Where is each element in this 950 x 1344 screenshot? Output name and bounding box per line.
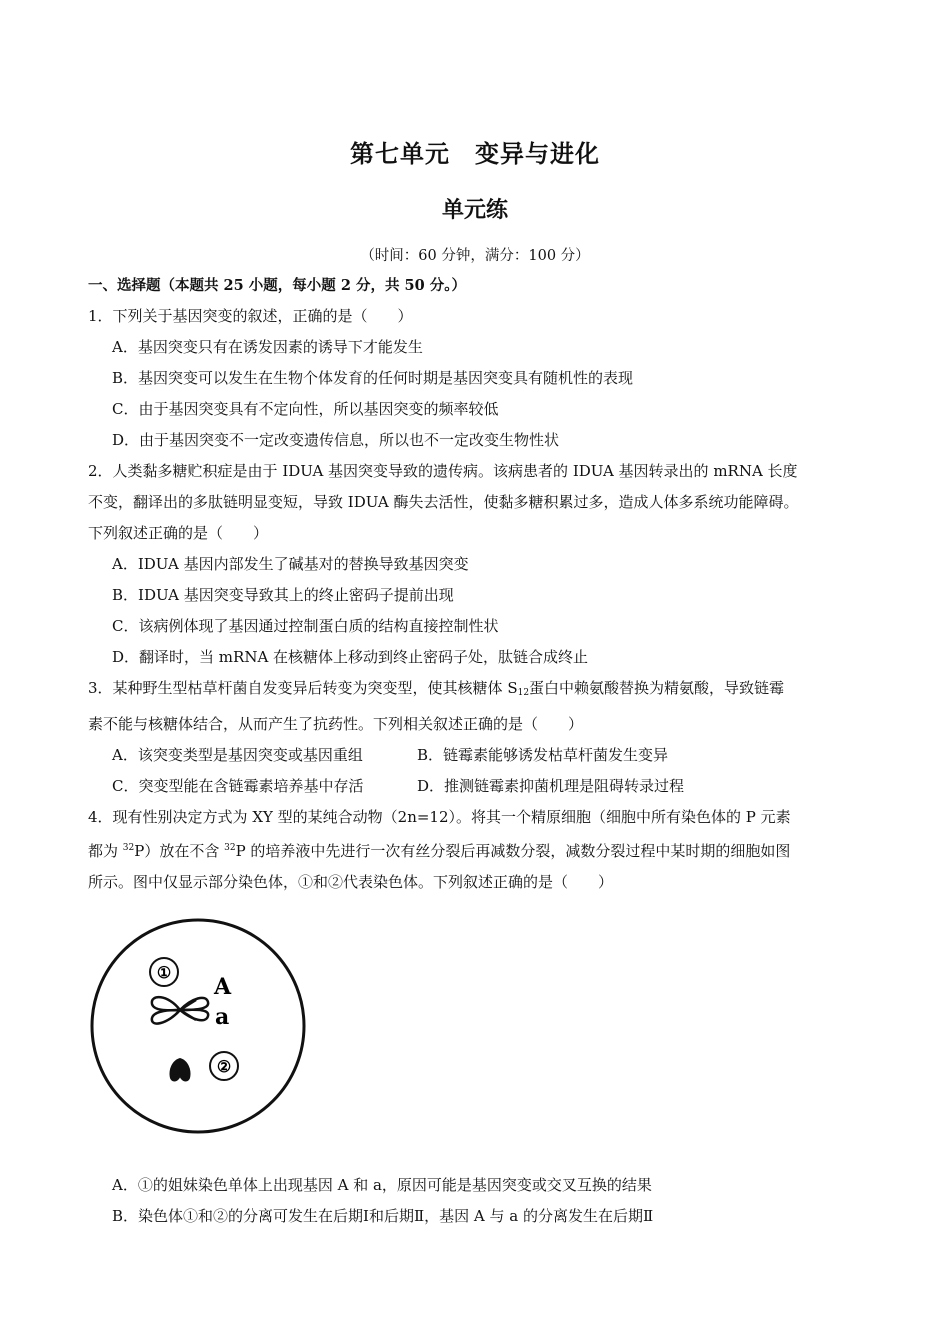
chromosome-1 (152, 997, 208, 1023)
option-row (88, 771, 878, 802)
option-d: D．由于基因突变不一定改变遗传信息，所以也不一定改变生物性状 (112, 431, 560, 449)
option-d: D．翻译时，当 mRNA 在核糖体上移动到终止密码子处，肽链合成终止 (112, 648, 589, 666)
subscript: 12 (517, 688, 530, 698)
stem-text: 都为 (88, 842, 123, 860)
gene-A-label: A (214, 974, 232, 1000)
option-b: B．链霉素能够诱发枯草杆菌发生变异 (417, 746, 669, 764)
option-row (88, 740, 878, 771)
option-d: D．推测链霉素抑菌机理是阻碍转录过程 (417, 777, 685, 795)
question-stem: 素不能与核糖体结合，从而产生了抗药性。下列相关叙述正确的是（ ） (88, 715, 584, 733)
option-a: A．基因突变只有在诱发因素的诱导下才能发生 (112, 338, 423, 356)
chromosome-2 (169, 1058, 190, 1081)
page-subtitle: 单元练 (441, 198, 508, 223)
cell-diagram (88, 912, 318, 1142)
option-b: B．IDUA 基因突变导致其上的终止密码子提前出现 (112, 586, 454, 604)
cell-figure (88, 898, 878, 1170)
question-stem: 下列叙述正确的是（ ） (88, 524, 269, 542)
question-stem (88, 673, 878, 709)
stem-text: P）放在不含 (134, 842, 225, 860)
question-stem: 2．人类黏多糖贮积症是由于 IDUA 基因突变导致的遗传病。该病患者的 IDUA 基因转录出的 mRNA 长度 (88, 462, 798, 480)
question-stem: 所示。图中仅显示部分染色体，①和②代表染色体。下列叙述正确的是（ ） (88, 873, 614, 891)
question-2 (88, 456, 878, 673)
exam-meta: （时间：60 分钟，满分：100 分） (360, 248, 590, 264)
question-stem: 4．现有性别决定方式为 XY 型的某纯合动物（2n=12）。将其一个精原细胞（细胞中所有染色体的 P 元素 (88, 808, 791, 826)
page-title: 第七单元 变异与进化 (350, 140, 600, 168)
option-b: B．基因突变可以发生在生物个体发育的任何时期是基因突变具有随机性的表现 (112, 369, 634, 387)
option-a: A．IDUA 基因内部发生了碱基对的替换导致基因突变 (112, 555, 469, 573)
question-stem: 1．下列关于基因突变的叙述，正确的是（ ） (88, 307, 413, 325)
label-2: ② (216, 1057, 232, 1076)
stem-text: 蛋白中赖氨酸替换为精氨酸，导致链霉 (529, 679, 785, 697)
question-stem (88, 833, 878, 867)
label-1: ① (156, 963, 172, 982)
question-1 (88, 301, 878, 456)
section-heading: 一、选择题（本题共 25 小题，每小题 2 分，共 50 分。） (88, 277, 466, 294)
gene-a-label: a (215, 1004, 230, 1030)
option-c: C．突变型能在含链霉素培养基中存活 (112, 777, 364, 795)
option-b: B．染色体①和②的分离可发生在后期Ⅰ和后期Ⅱ，基因 A 与 a 的分离发生在后期Ⅱ (112, 1207, 654, 1225)
stem-text: 3．某种野生型枯草杆菌自发变异后转变为突变型，使其核糖体 S (88, 679, 518, 697)
stem-text: P 的培养液中先进行一次有丝分裂后再减数分裂，减数分裂过程中某时期的细胞如图 (235, 842, 791, 860)
question-3 (88, 673, 878, 802)
option-c: C．由于基因突变具有不定向性，所以基因突变的频率较低 (112, 400, 499, 418)
cell-outline (92, 920, 304, 1132)
option-c: C．该病例体现了基因通过控制蛋白质的结构直接控制性状 (112, 617, 499, 635)
question-list (88, 270, 878, 1232)
superscript: 32 (224, 843, 236, 853)
superscript: 32 (122, 843, 135, 853)
question-4 (88, 802, 878, 1232)
question-stem: 不变，翻译出的多肽链明显变短，导致 IDUA 酶失去活性，使黏多糖积累过多，造成人体多系统功能障碍。 (88, 493, 799, 511)
option-a: A．①的姐妹染色单体上出现基因 A 和 a，原因可能是基因突变或交叉互换的结果 (112, 1176, 652, 1194)
option-a: A．该突变类型是基因突变或基因重组 (112, 746, 363, 764)
